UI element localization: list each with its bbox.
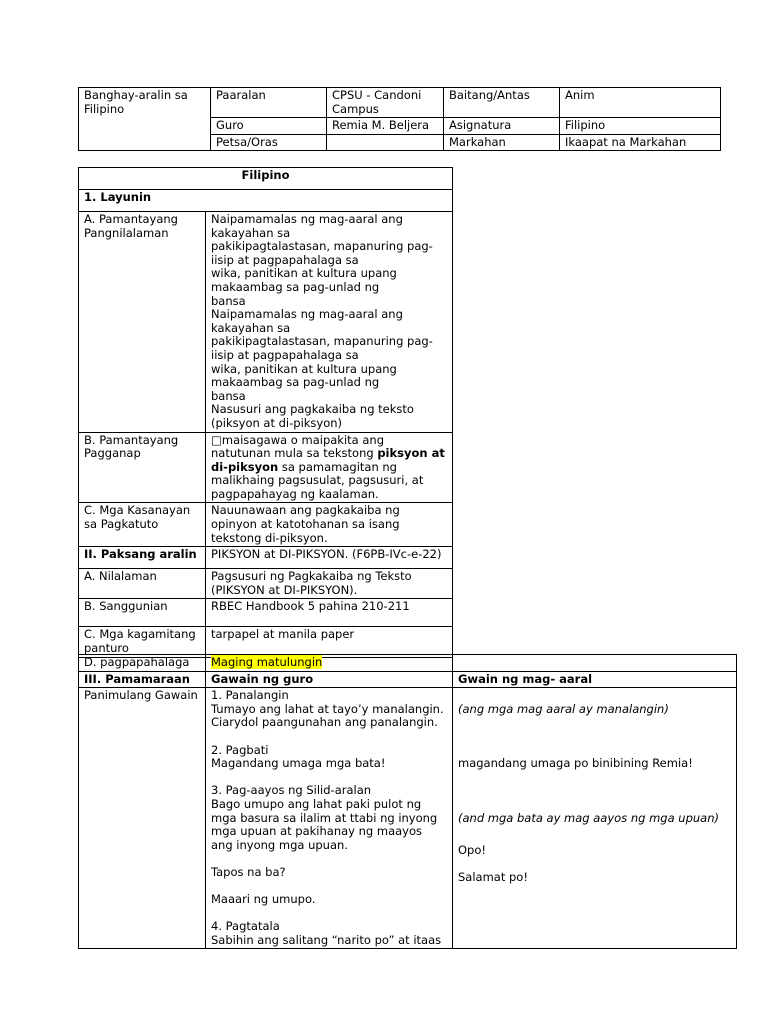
lesson-plan-title: Banghay-aralin sa Filipino [79, 88, 211, 151]
lesson-plan-table [78, 167, 453, 658]
asignatura-label: Asignatura [444, 118, 560, 135]
layunin-heading: 1. Layunin [79, 190, 453, 212]
pagpapahalaga-label: D. pagpapahalaga [79, 655, 206, 672]
guro-value: Remia M. Beljera [327, 118, 444, 135]
kasanayan-label: C. Mga Kasanayan sa Pagkatuto [79, 503, 206, 547]
nilalaman-label: A. Nilalaman [79, 569, 206, 599]
pamamaraan-label: III. Pamamaraan [79, 671, 206, 688]
pagpapahalaga-text: Maging matulungin [211, 655, 323, 669]
kagamitan-text: tarpapel at manila paper [206, 627, 453, 657]
paksang-aralin-label: II. Paksang aralin [79, 547, 206, 569]
teacher-activities: 1. Panalangin Tumayo ang lahat at tayo’y manalangin. Ciarydol paangunahan ang panalangin. 2. Pagbati Magandang umaga mga bata! 3. Pag-aayos ng Silid-aralan Bago umupo ang lahat paki pulot ng mga basura sa ilalim at ttabi ng inyong mga upuan at pakihanay ng maayos ang inyong mga upuan. Tapos na ba? Maaari ng umupo. 4. Pagtatala Sabihin ang salitang “narito po” at itaas [206, 688, 453, 949]
sanggunian-text: RBEC Handbook 5 pahina 210-211 [206, 599, 453, 627]
pamantayang-pagganap-label: B. Pamantayang Pagganap [79, 432, 206, 503]
kagamitan-label: C. Mga kagamitang panturo [79, 627, 206, 657]
paaralan-value: CPSU - Candoni Campus [327, 88, 444, 118]
baitang-value: Anim [560, 88, 721, 118]
kasanayan-text: Nauunawaan ang pagkakaiba ng opinyon at katotohanan sa isang tekstong di-piksyon. [206, 503, 453, 547]
markahan-value: Ikaapat na Markahan [560, 134, 721, 151]
pamantayang-pangnilalaman-label: A. Pamantayang Pangnilalaman [79, 212, 206, 433]
asignatura-value: Filipino [560, 118, 721, 135]
paaralan-label: Paaralan [211, 88, 327, 118]
nilalaman-text: Pagsusuri ng Pagkakaiba ng Teksto (PIKSYON at DI-PIKSYON). [206, 569, 453, 599]
empty-cell [453, 655, 737, 672]
markahan-label: Markahan [444, 134, 560, 151]
gawain-magaaral-header: Gwain ng mag- aaral [453, 671, 737, 688]
baitang-label: Baitang/Antas [444, 88, 560, 118]
pagpapahalaga-cell [206, 655, 453, 672]
petsa-value [327, 134, 444, 151]
student-activities: (ang mga mag aaral ay manalangin) magandang umaga po binibining Remia! (and mga bata ay mag aayos ng mga upuan) Opo! Salamat po! [453, 688, 737, 949]
paksang-aralin-text: PIKSYON at DI-PIKSYON. (F6PB-IVc-e-22) [206, 547, 453, 569]
panimulang-gawain-label: Panimulang Gawain [79, 688, 206, 949]
petsa-label: Petsa/Oras [211, 134, 327, 151]
pamantayang-pagganap-text: □maisagawa o maipakita ang natutunan mula sa tekstong piksyon at di-piksyon sa pamamagitan ng malikhaing pagsusulat, pagsusuri, at pagpapahayag ng kaalaman. [206, 432, 453, 503]
procedure-table [78, 654, 737, 949]
sanggunian-label: B. Sanggunian [79, 599, 206, 627]
gawain-guro-header: Gawain ng guro [206, 671, 453, 688]
guro-label: Guro [211, 118, 327, 135]
subject-heading: Filipino [79, 168, 453, 190]
pamantayang-pangnilalaman-text: Naipamamalas ng mag-aaral ang kakayahan sa pakikipagtalastasan, mapanuring pag- iisip at pagpapahalaga sa wika, panitikan at kultura upang makaambag sa pag-unlad ng bansa Naipamamalas ng mag-aaral ang kakayahan sa pakikipagtalastasan, mapanuring pag- iisip at pagpapahalaga sa wika, panitikan at kultura upang makaambag sa pag-unlad ng bansa Nasusuri ang pagkakaiba ng teksto (piksyon at di-piksyon) [206, 212, 453, 433]
header-table [78, 87, 721, 151]
